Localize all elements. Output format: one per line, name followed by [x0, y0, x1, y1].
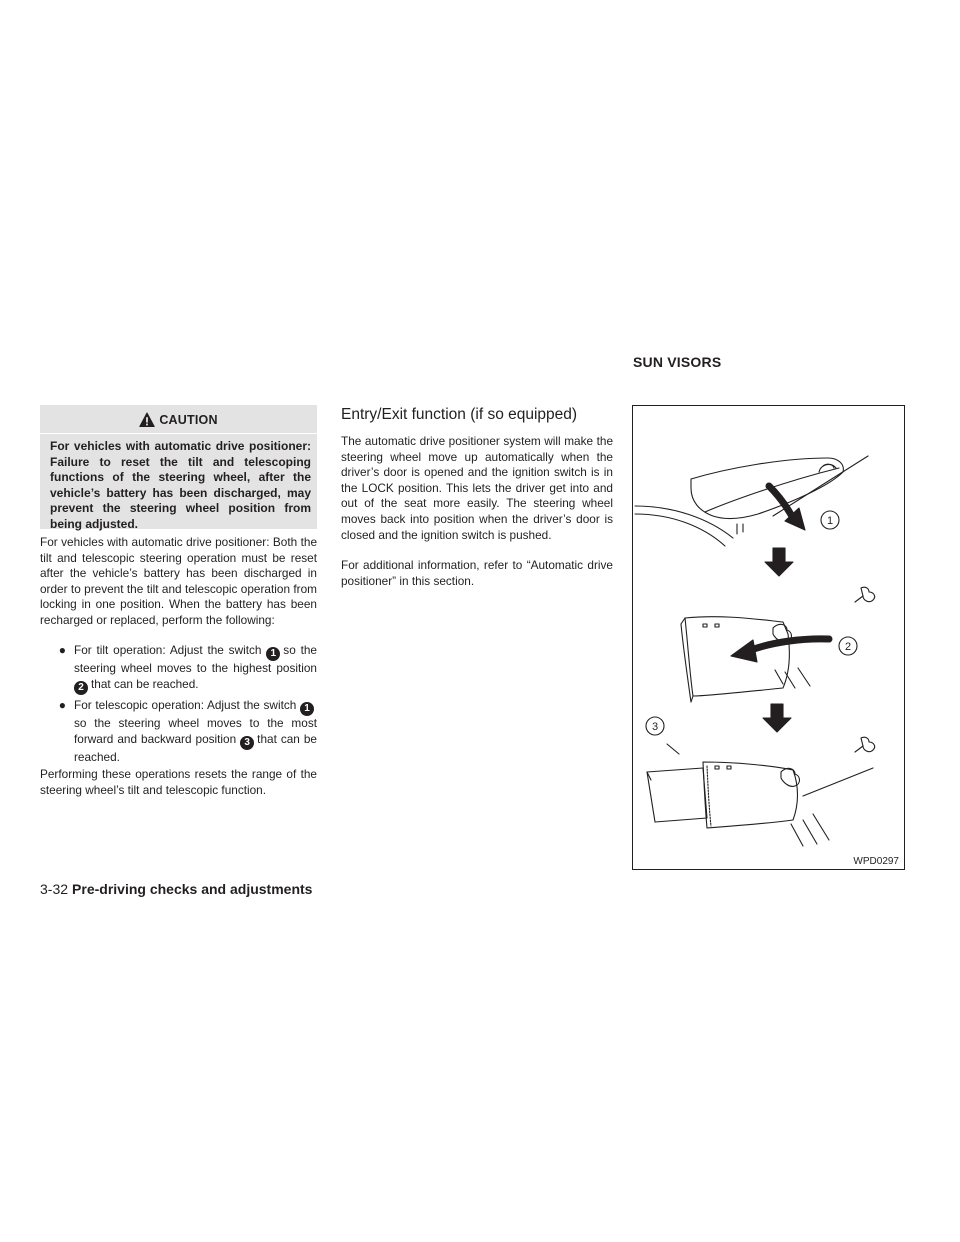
- visor-stowed-drawing: [635, 456, 868, 546]
- list-item-suffix: that can be reached.: [74, 731, 317, 764]
- list-item-mid: so the steering wheel moves to the highest position: [74, 643, 317, 675]
- section-title: SUN VISORS: [633, 354, 722, 370]
- callout-label-3: 3: [651, 721, 659, 733]
- caution-text: For vehicles with automatic drive positioner: Failure to reset the tilt and telescoping functions of the steering wheel, after the vehicle’s battery has been discharged, may prevent the steering wheel position from being adjusted.: [50, 439, 311, 531]
- page-footer: [40, 881, 312, 897]
- caution-box: [40, 405, 317, 529]
- callout-number-icon: 1: [266, 647, 280, 661]
- sun-visor-figure: [632, 405, 905, 870]
- callout-label-2: 2: [844, 641, 852, 653]
- list-item-text: [74, 643, 317, 695]
- callout-2: [839, 637, 857, 655]
- list-item: [40, 698, 317, 765]
- callout-1: [821, 511, 839, 529]
- caution-divider: [40, 433, 317, 434]
- reference-paragraph: For additional information, refer to “Automatic drive positioner” in this section.: [341, 558, 613, 588]
- callout-3: [646, 717, 664, 735]
- summary-paragraph: Performing these operations resets the range of the steering wheel’s tilt and telescopic function.: [40, 767, 317, 797]
- list-item-text: [74, 698, 317, 765]
- entry-exit-paragraph: The automatic drive positioner system will make the steering wheel move up automatically when the driver’s door is opened and the ignition switch is in the LOCK position. This lets the driver get into and out of the seat more easily. The steering wheel moves back into position when the driver’s door is closed and the ignition switch is pushed.: [341, 434, 613, 542]
- sun-visor-illustration: [633, 406, 904, 869]
- reset-paragraph: For vehicles with automatic drive positioner: Both the tilt and telescopic steering operation must be reset after the vehicle’s battery has been discharged in order to prevent the tilt and telescopic operation from locking in one position. When the battery has been recharged or replaced, perform the following:: [40, 535, 317, 627]
- list-item-suffix: that can be reached.: [91, 676, 199, 691]
- caution-header: [40, 410, 317, 430]
- callout-number-icon: 2: [74, 681, 88, 695]
- list-item-mid: so the steering wheel moves to the most forward and backward position: [74, 716, 317, 746]
- visor-extended-drawing: [647, 737, 875, 846]
- list-item-prefix: For telescopic operation: Adjust the switch: [74, 698, 297, 712]
- callout-label-1: 1: [826, 515, 834, 527]
- bullet-icon: ●: [58, 643, 66, 657]
- list-item-prefix: For tilt operation: Adjust the switch: [74, 643, 262, 657]
- bullet-icon: ●: [58, 698, 66, 712]
- page-number: 3-32: [40, 881, 69, 897]
- warning-icon: [139, 412, 155, 428]
- callout-number-icon: 1: [300, 702, 314, 716]
- step-arrow-icon: [763, 704, 791, 732]
- caution-title: CAUTION: [159, 413, 218, 427]
- chapter-title: Pre-driving checks and adjustments: [72, 881, 313, 897]
- callout-number-icon: 3: [240, 736, 254, 750]
- step-arrow-icon: [765, 548, 793, 576]
- figure-code: WPD0297: [853, 856, 899, 867]
- section-heading: Entry/Exit function (if so equipped): [341, 406, 578, 423]
- list-item: [40, 643, 317, 695]
